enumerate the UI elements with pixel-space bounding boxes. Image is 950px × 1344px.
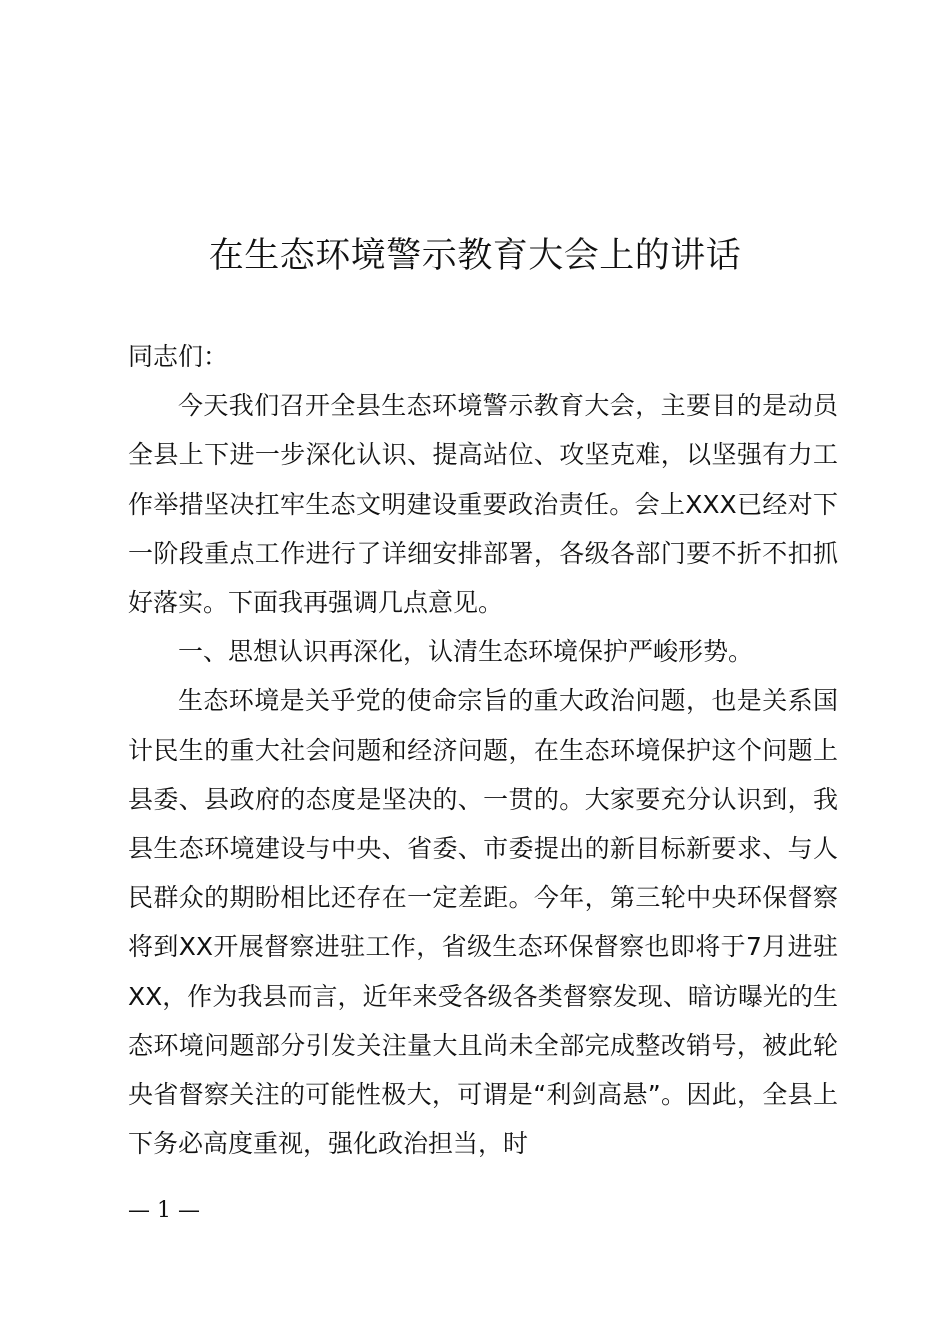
paragraph-section-1: 生态环境是关乎党的使命宗旨的重大政治问题，也是关系国计民生的重大社会问题和经济问题，在生态环境保护这个问题上县委、县政府的态度是坚决的、一贯的。大家要充分认识到，我县生态环境建设与中央、省委、市委提出的新目标新要求、与人民群众的期盼相比还存在一定差距。今年，第三轮中央环保督察将到XX开展督察进驻工作，省级生态环保督察也即将于7月进驻XX，作为我县而言，近年来受各级各类督察发现、暗访曝光的生态环境问题部分引发关注量大且尚未全部完成整改销号，被此轮央省督察关注的可能性极大，可谓是“利剑高悬”。因此，全县上下务必高度重视，强化政治担当，时 (128, 686, 838, 1159)
page-number: — 1 — (128, 1198, 200, 1223)
document-body (128, 332, 838, 1168)
paragraph-intro: 今天我们召开全县生态环境警示教育大会，主要目的是动员全县上下进一步深化认识、提高站位、攻坚克难，以坚强有力工作举措坚决扛牢生态文明建设重要政治责任。会上XXX已经对下一阶段重点工作进行了详细安排部署，各级各部门要不折不扣抓好落实。下面我再强调几点意见。 (128, 391, 838, 618)
document-title: 在生态环境警示教育大会上的讲话 (208, 236, 742, 276)
salutation: 同志们： (128, 342, 229, 371)
section-heading-1: 一、思想认识再深化，认清生态环境保护严峻形势。 (178, 637, 754, 667)
